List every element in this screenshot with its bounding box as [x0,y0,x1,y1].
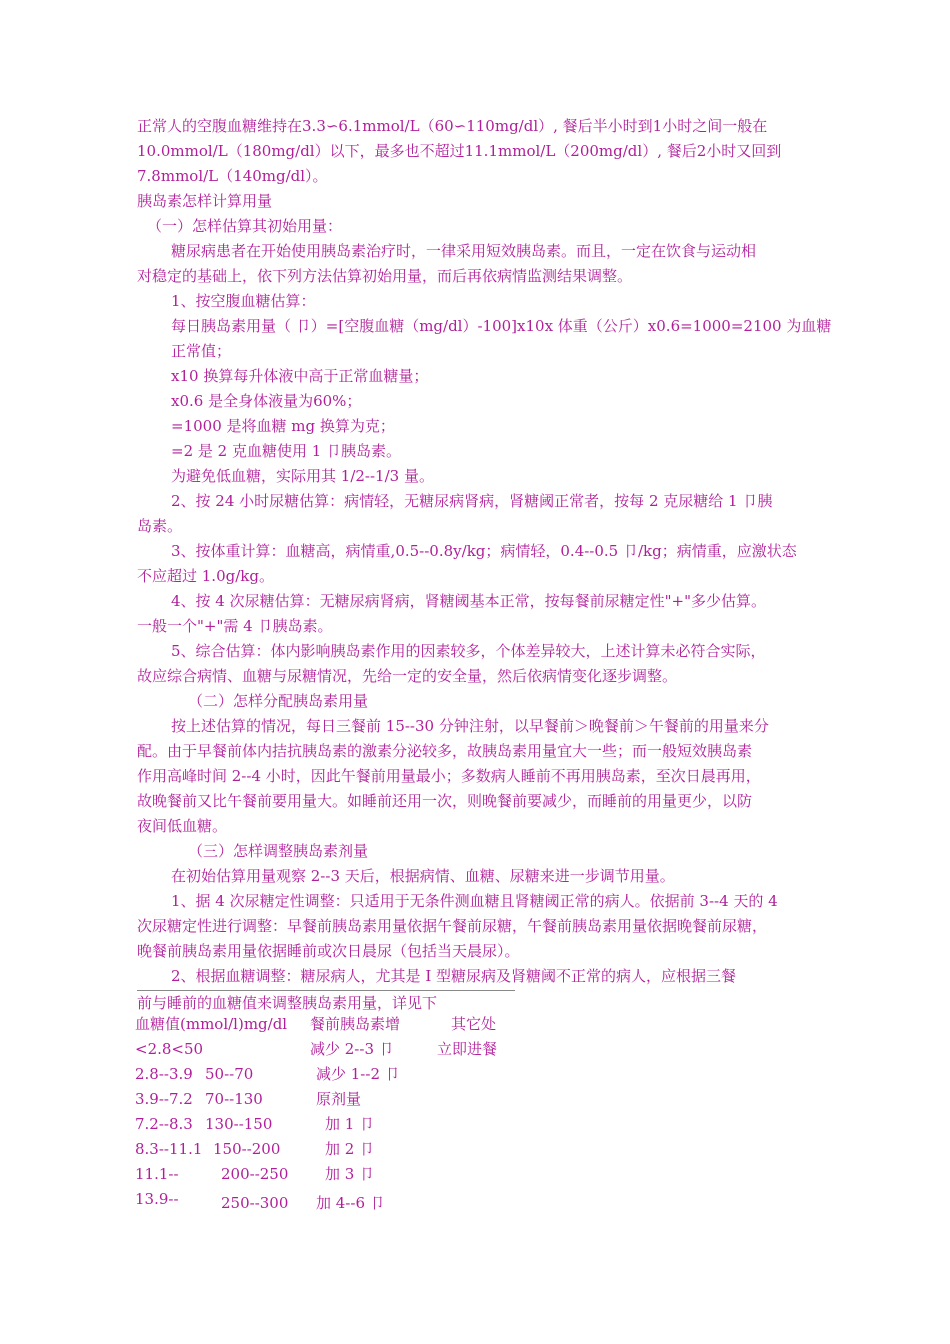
method-5-line-1: 5、综合估算：体内影响胰岛素作用的因素较多，个体差异较大，上述计算未必符合实际， [171,642,766,660]
adjust-method-1-line-2: 次尿糖定性进行调整：早餐前胰岛素用量依据午餐前尿糖，午餐前胰岛素用量依据晚餐前尿糖， [137,917,768,935]
table-row-1-adjustment: 减少 2--3 卩 [310,1040,394,1058]
table-row-6-mg: 200--250 [221,1165,289,1183]
method-1-title: 1、按空腹血糖估算： [171,292,316,310]
table-top-rule [137,990,515,991]
paragraph-normal-glucose-1: 正常人的空腹血糖维持在3.3∽6.1mmol/L（60∽110mg/dl）, 餐后半小时到1小时之间一般在 [137,117,768,135]
section-heading-initial-dose: （一）怎样估算其初始用量： [147,217,343,235]
table-row-4-mg: 130--150 [205,1115,273,1133]
section-heading-adjustment: （三）怎样调整胰岛素剂量 [188,842,369,860]
table-row-5-adjustment: 加 2 卩 [325,1140,375,1158]
table-row-2-mg: 50--70 [205,1065,254,1083]
adjust-method-1-line-1: 1、据 4 次尿糖定性调整：只适用于无条件测血糖且肾糖阈正常的病人。依据前 3--4 天的 4 [171,892,778,910]
table-row-1-mmol: <2.8<50 [135,1040,204,1058]
paragraph-adjustment-intro: 在初始估算用量观察 2--3 天后，根据病情、血糖、尿糖来进一步调节用量。 [171,867,675,885]
table-row-3-adjustment: 原剂量 [316,1090,362,1108]
heading-insulin-dosage: 胰岛素怎样计算用量 [137,192,273,210]
table-row-7-mmol: 13.9-- [135,1190,179,1207]
paragraph-distribution-4: 故晚餐前又比午餐前要用量大。如睡前还用一次，则晚餐前要减少，而睡前的用量更少，以防 [137,792,753,810]
adjust-method-2-line-1: 2、根据血糖调整：糖尿病人，尤其是 I 型糖尿病及肾糖阈不正常的病人，应根据三餐 [171,967,737,985]
table-row-6-adjustment: 加 3 卩 [325,1165,375,1183]
formula-line-2: 正常值； [171,342,232,360]
method-2-line-2: 岛素。 [137,517,183,535]
table-row-4-adjustment: 加 1 卩 [325,1115,375,1133]
paragraph-normal-glucose-3: 7.8mmol/L（140mg/dl）。 [137,167,328,185]
formula-line-1: 每日胰岛素用量（ 卩）=[空腹血糖（mg/dl）-100]x10x 体重（公斤）x0.6=1000=2100 为血糖 [171,317,832,335]
table-row-7-mg: 250--300 [221,1194,289,1212]
method-4-line-1: 4、按 4 次尿糖估算：无糖尿病肾病，肾糖阈基本正常，按每餐前尿糖定性"+"多少估算。 [171,592,766,610]
section-heading-distribution: （二）怎样分配胰岛素用量 [188,692,369,710]
formula-note-1000: =1000 是将血糖 mg 换算为克； [171,417,395,435]
method-3-line-2: 不应超过 1.0g/kg。 [137,567,274,585]
adjust-method-1-line-3: 晚餐前胰岛素用量依据睡前或次日晨尿（包括当天晨尿）。 [137,942,520,960]
table-row-4-mmol: 7.2--8.3 [135,1115,193,1133]
paragraph-normal-glucose-2: 10.0mmol/L（180mg/dl）以下，最多也不超过11.1mmol/L（200mg/dl）, 餐后2小时又回到 [137,142,782,160]
method-2-line-1: 2、按 24 小时尿糖估算：病情轻，无糖尿病肾病，肾糖阈正常者，按每 2 克尿糖给 1 卩胰 [171,492,773,510]
table-row-3-mmol: 3.9--7.2 [135,1090,193,1108]
method-4-line-2: 一般一个"+"需 4 卩胰岛素。 [137,617,333,635]
paragraph-distribution-5: 夜间低血糖。 [137,817,228,835]
table-header-other: 其它处 [451,1015,497,1033]
table-row-1-other: 立即进餐 [437,1040,498,1058]
paragraph-intro-1: 糖尿病患者在开始使用胰岛素治疗时，一律采用短效胰岛素。而且，一定在饮食与运动相 [171,242,757,260]
table-row-5-mmol: 8.3--11.1 [135,1140,203,1158]
table-row-2-adjustment: 减少 1--2 卩 [316,1065,400,1083]
method-5-line-2: 故应综合病情、血糖与尿糖情况，先给一定的安全量，然后依病情变化逐步调整。 [137,667,678,685]
formula-note-x06: x0.6 是全身体液量为60%； [171,392,362,410]
method-3-line-1: 3、按体重计算：血糖高，病情重,0.5--0.8y/kg；病情轻，0.4--0.5 卩/kg；病情重，应激状态 [171,542,797,560]
paragraph-intro-2: 对稳定的基础上，依下列方法估算初始用量，而后再依病情监测结果调整。 [137,267,633,285]
table-row-5-mg: 150--200 [213,1140,281,1158]
paragraph-distribution-2: 配。由于早餐前体内拮抗胰岛素的激素分泌较多，故胰岛素用量宜大一些；而一般短效胰岛素 [137,742,753,760]
table-row-3-mg: 70--130 [205,1090,263,1108]
table-header-insulin-adjustment: 餐前胰岛素增 [310,1015,401,1033]
table-header-glucose: 血糖值(mmol/l)mg/dl [135,1015,288,1033]
paragraph-distribution-3: 作用高峰时间 2--4 小时，因此午餐前用量最小；多数病人睡前不再用胰岛素，至次日晨再用， [137,767,761,785]
table-row-2-mmol: 2.8--3.9 [135,1065,193,1083]
formula-note-hypoglycemia: 为避免低血糖，实际用其 1/2--1/3 量。 [171,467,434,485]
adjust-method-2-line-2: 前与睡前的血糖值来调整胰岛素用量，详见下 [137,994,438,1012]
formula-note-x10: x10 换算每升体液中高于正常血糖量； [171,367,429,385]
formula-note-2: =2 是 2 克血糖使用 1 卩胰岛素。 [171,442,402,460]
table-row-6-mmol: 11.1-- [135,1165,179,1182]
paragraph-distribution-1: 按上述估算的情况，每日三餐前 15--30 分钟注射，以早餐前＞晚餐前＞午餐前的用量来分 [171,717,769,735]
table-row-7-adjustment: 加 4--6 卩 [316,1194,385,1212]
